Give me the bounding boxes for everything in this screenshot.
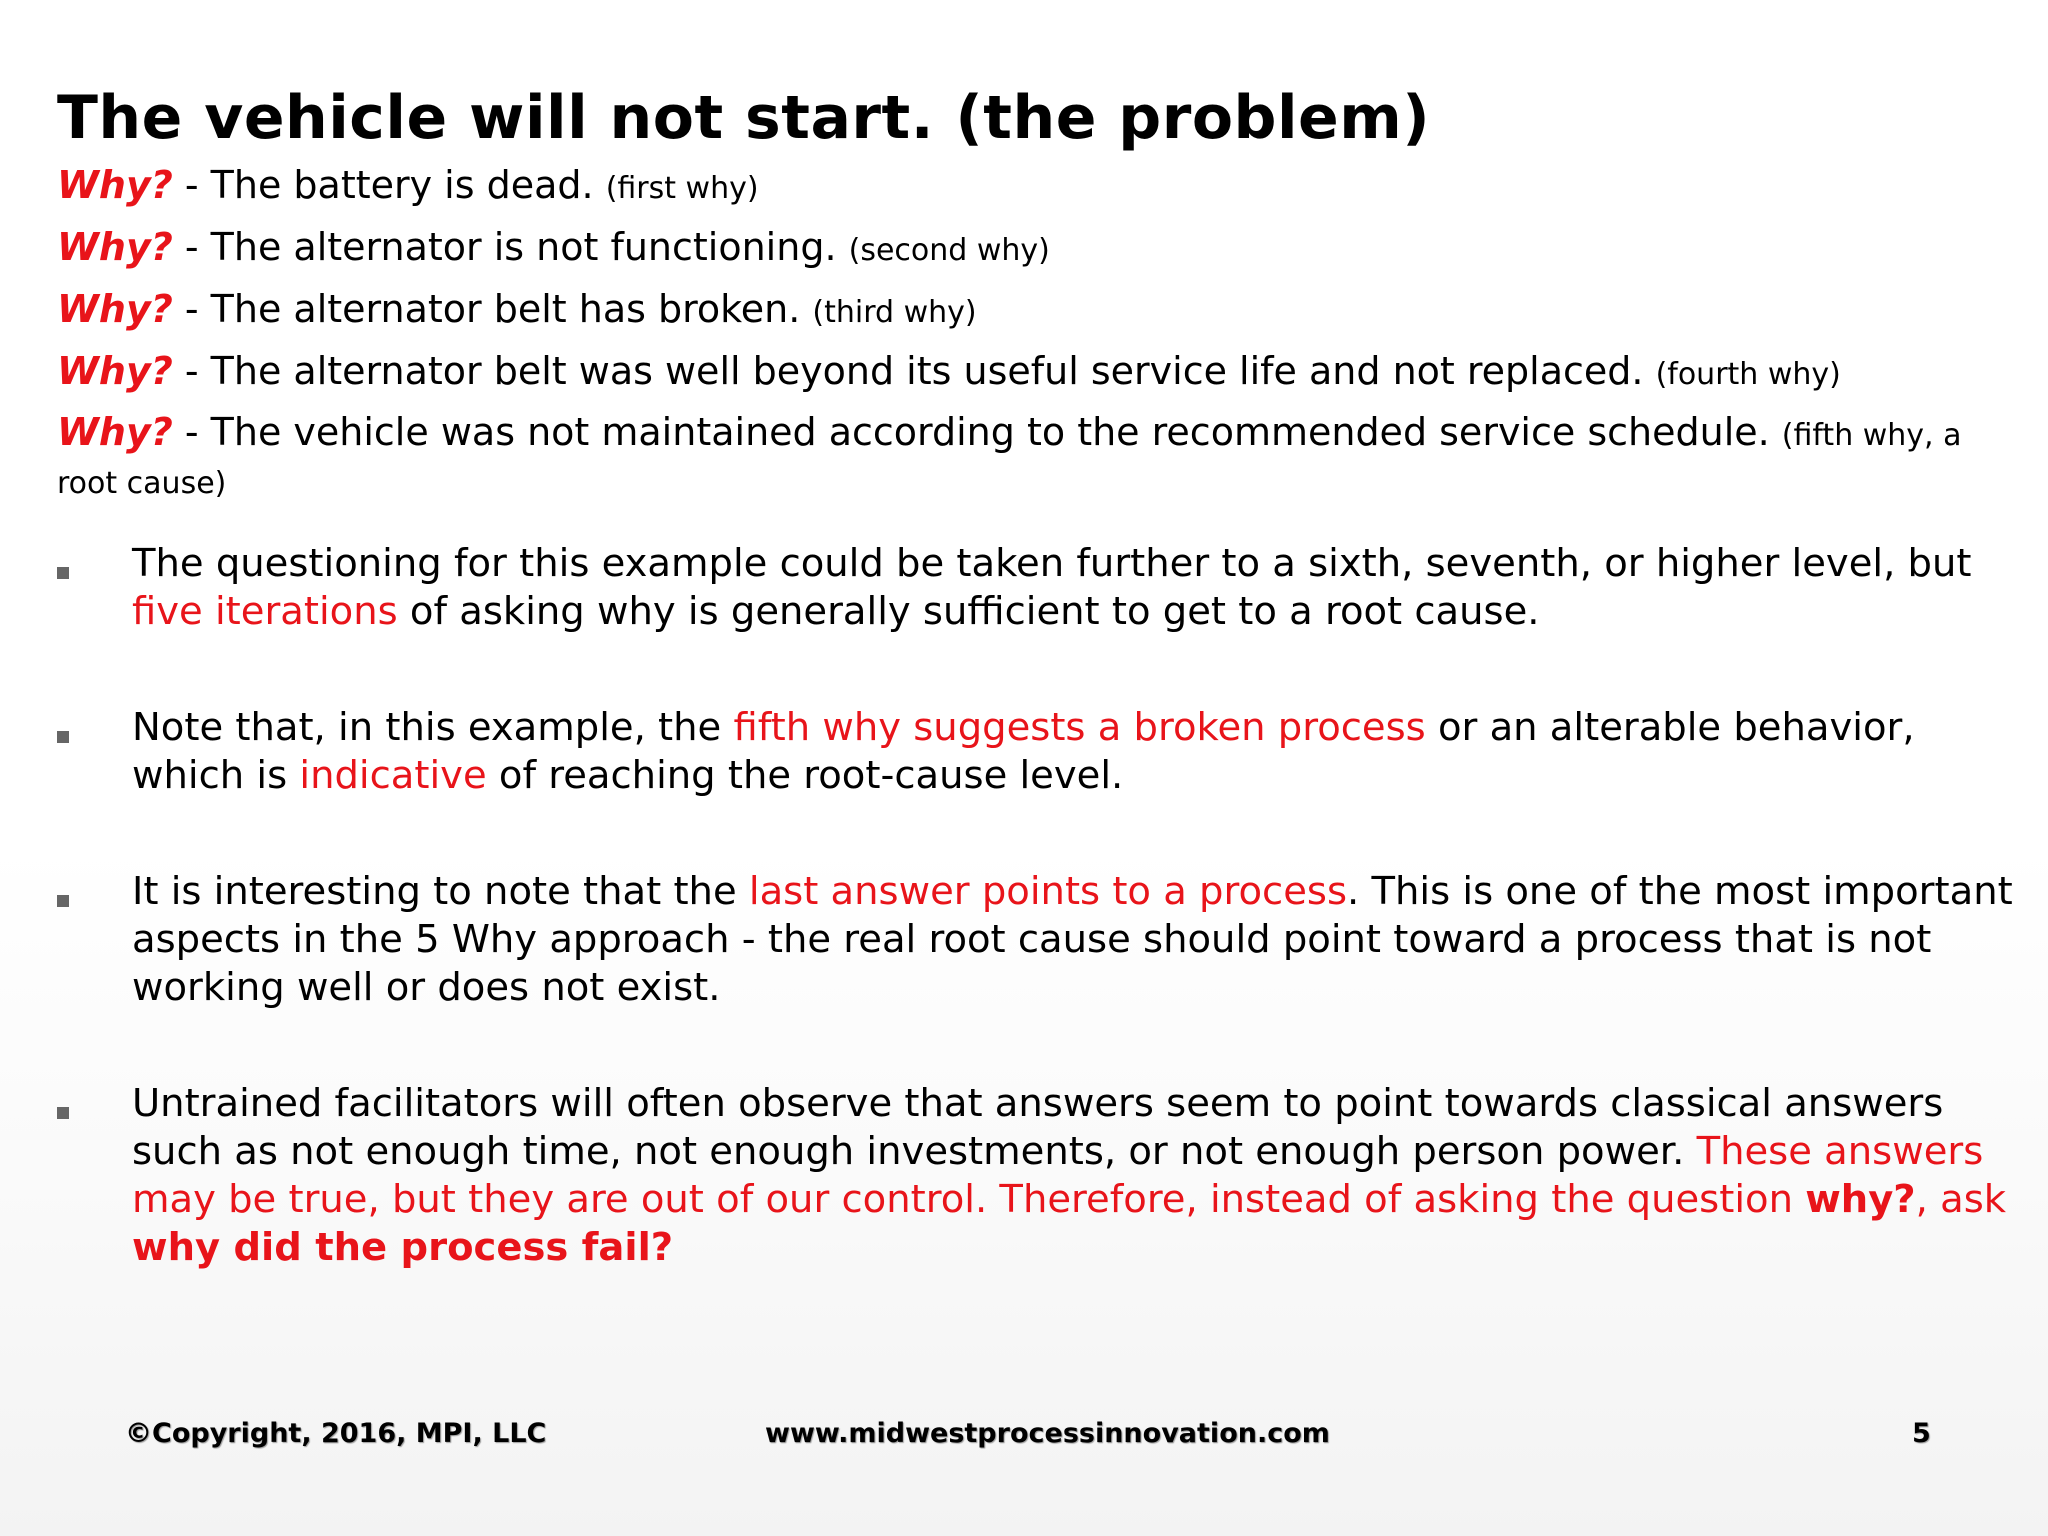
page-number: 5 <box>1912 1418 1931 1449</box>
bullet-item-2 <box>57 704 2017 800</box>
why-note: (fifth why, a root cause) <box>57 418 1962 501</box>
slide-title: The vehicle will not start. (the problem) <box>57 83 1431 153</box>
why-note: (fourth why) <box>1655 357 1841 392</box>
highlighted-text-segment: why? <box>1805 1177 1916 1222</box>
bullet-text-segment: of reaching the root-cause level. <box>486 753 1124 798</box>
why-text: - The alternator is not functioning. <box>172 225 849 269</box>
why-note: (second why) <box>848 233 1050 268</box>
bullet-text-segment: . This is one of the most important aspects in the 5 Why approach - the real root cause should point toward a process that is not working well or does not exist. <box>132 869 2013 1010</box>
bullet-item-4 <box>57 1080 2017 1272</box>
footer-website: www.midwestprocessinnovation.com <box>765 1418 1330 1449</box>
why-label: Why? <box>57 410 173 454</box>
bullet-text-segment: Note that, in this example, the <box>132 705 734 750</box>
why-label: Why? <box>57 287 173 331</box>
bullet-text-segment: of asking why is generally sufficient to get to a root cause. <box>397 589 1540 634</box>
why-note: (third why) <box>812 295 977 330</box>
highlighted-text-segment: why did the process fail? <box>132 1225 674 1270</box>
highlighted-text-segment: five iterations <box>132 589 398 634</box>
bullet-square-icon <box>57 1107 69 1119</box>
bullet-text-segment: The questioning for this example could be taken further to a sixth, seventh, or higher level, but <box>132 541 1972 586</box>
bullet-square-icon <box>57 567 69 579</box>
why-line-4 <box>57 342 2017 404</box>
bullet-square-icon <box>57 731 69 743</box>
why-line-2 <box>57 218 2017 280</box>
why-text: - The alternator belt has broken. <box>172 287 813 331</box>
bullet-text-segment: It is interesting to note that the <box>132 869 749 914</box>
why-note: (first why) <box>605 171 759 206</box>
bullet-item-1 <box>57 540 2017 636</box>
bullet-text <box>132 704 2017 800</box>
why-label: Why? <box>57 225 173 269</box>
bullet-square-icon <box>57 895 69 907</box>
why-line-5 <box>57 404 2017 506</box>
bullet-text <box>132 1080 2017 1272</box>
why-line-1 <box>57 156 2017 218</box>
why-label: Why? <box>57 349 173 393</box>
footer-copyright: ©Copyright, 2016, MPI, LLC <box>125 1418 547 1449</box>
why-text: - The vehicle was not maintained according to the recommended service schedule. <box>172 410 1782 454</box>
bullet-text-segment: or an alterable behavior, which is <box>132 705 1915 798</box>
why-label: Why? <box>57 163 173 207</box>
why-line-3 <box>57 280 2017 342</box>
bullet-text-segment: Untrained facilitators will often observe that answers seem to point towards classical answers such as not enough time, not enough investments, or not enough person power. <box>132 1081 1944 1174</box>
why-text: - The battery is dead. <box>172 163 606 207</box>
bullet-text <box>132 540 2017 636</box>
highlighted-text-segment: last answer points to a process <box>748 869 1347 914</box>
bullet-item-3 <box>57 868 2017 1012</box>
why-text: - The alternator belt was well beyond its useful service life and not replaced. <box>172 349 1656 393</box>
why-list <box>57 156 2017 506</box>
highlighted-text-segment: , ask <box>1915 1177 2007 1222</box>
bullet-text <box>132 868 2017 1012</box>
highlighted-text-segment: fifth why suggests a broken process <box>733 705 1426 750</box>
highlighted-text-segment: These answers may be true, but they are out of our control. Therefore, instead of asking the question <box>132 1129 1984 1222</box>
highlighted-text-segment: indicative <box>299 753 487 798</box>
